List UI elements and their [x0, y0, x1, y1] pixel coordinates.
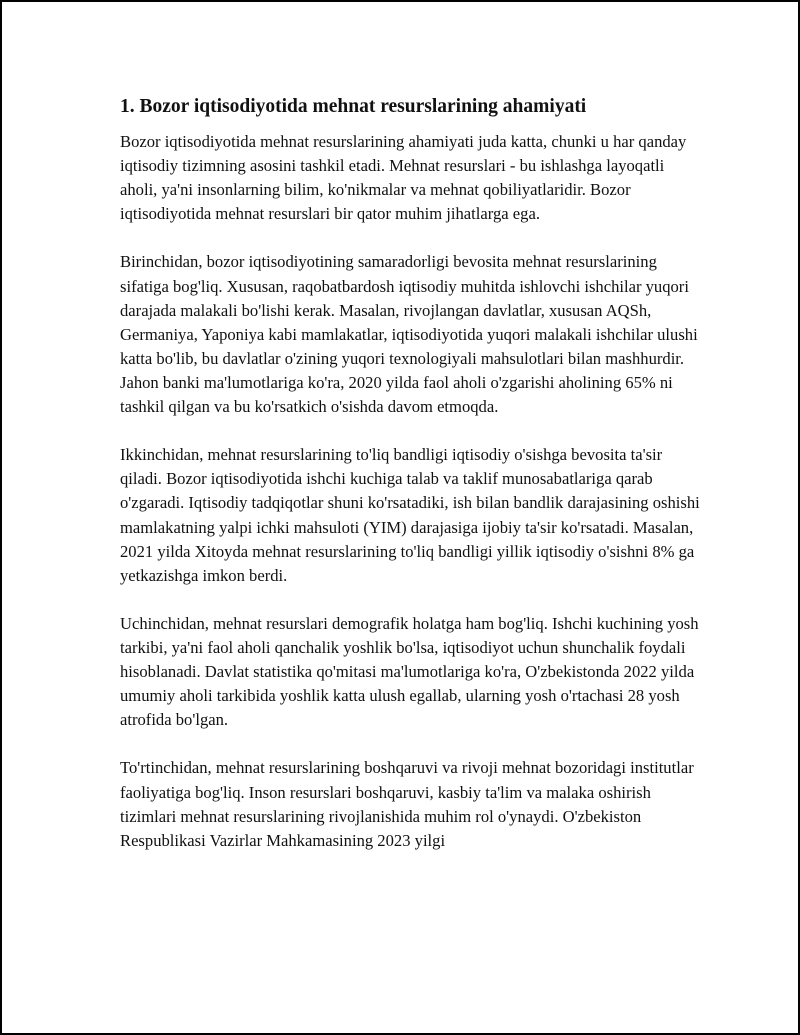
document-body	[120, 94, 700, 853]
paragraph-fourth-point: To'rtinchidan, mehnat resurslarining boshqaruvi va rivoji mehnat bozoridagi institutlar faoliyatiga bog'liq. Inson resurslari boshqaruvi, kasbiy ta'lim va malaka oshirish tizimlari mehnat resurslarining rivojlanishida muhim rol o'ynaydi. O'zbekiston Respublikasi Vazirlar Mahkamasining 2023 yilgi	[120, 758, 694, 850]
section-heading: 1. Bozor iqtisodiyotida mehnat resurslarining ahamiyati	[120, 96, 587, 117]
paragraph-second-point: Ikkinchidan, mehnat resurslarining to'liq bandligi iqtisodiy o'sishga bevosita ta'sir qiladi. Bozor iqtisodiyotida ishchi kuchiga talab va taklif munosabatlariga qarab o'zgaradi. Iqtisodiy tadqiqotlar shuni ko'rsatadiki, ish bilan bandlik darajasining oshishi mamlakatning yalpi ichki mahsuloti (YIM) darajasiga ijobiy ta'sir ko'rsatadi. Masalan, 2021 yilda Xitoyda mehnat resurslarining to'liq bandligi yillik iqtisodiy o'sishni 8% ga yetkazishga imkon berdi.	[120, 445, 700, 585]
paragraph-first-point: Birinchidan, bozor iqtisodiyotining samaradorligi bevosita mehnat resurslarining sifatiga bog'liq. Xususan, raqobatbardosh iqtisodiy muhitda ishlovchi ishchilar yuqori darajada malakali bo'lishi kerak. Masalan, rivojlangan davlatlar, xususan AQSh, Germaniya, Yaponiya kabi mamlakatlar, iqtisodiyotida yuqori malakali ishchilar ulushi katta bo'lib, bu davlatlar o'zining yuqori texnologiyali mahsulotlari bilan mashhurdir. Jahon banki ma'lumotlariga ko'ra, 2020 yilda faol aholi o'zgarishi aholining 65% ni tashkil qilgan va bu ko'rsatkich o'sishda davom etmoqda.	[120, 252, 698, 417]
paragraph-third-point: Uchinchidan, mehnat resurslari demografik holatga ham bog'liq. Ishchi kuchining yosh tarkibi, ya'ni faol aholi qanchalik yoshlik bo'lsa, iqtisodiyot uchun shunchalik foydali hisoblanadi. Davlat statistika qo'mitasi ma'lumotlariga ko'ra, O'zbekistonda 2022 yilda umumiy aholi tarkibida yoshlik katta ulush egallab, ularning yosh o'rtachasi 28 yosh atrofida bo'lgan.	[120, 613, 699, 730]
paragraph-intro: Bozor iqtisodiyotida mehnat resurslarining ahamiyati juda katta, chunki u har qanday iqtisodiy tizimning asosini tashkil etadi. Mehnat resurslari - bu ishlashga layoqatli aholi, ya'ni insonlarning bilim, ko'nikmalar va mehnat qobiliyatlaridir. Bozor iqtisodiyotida mehnat resurslari bir qator muhim jihatlarga ega.	[120, 132, 687, 224]
